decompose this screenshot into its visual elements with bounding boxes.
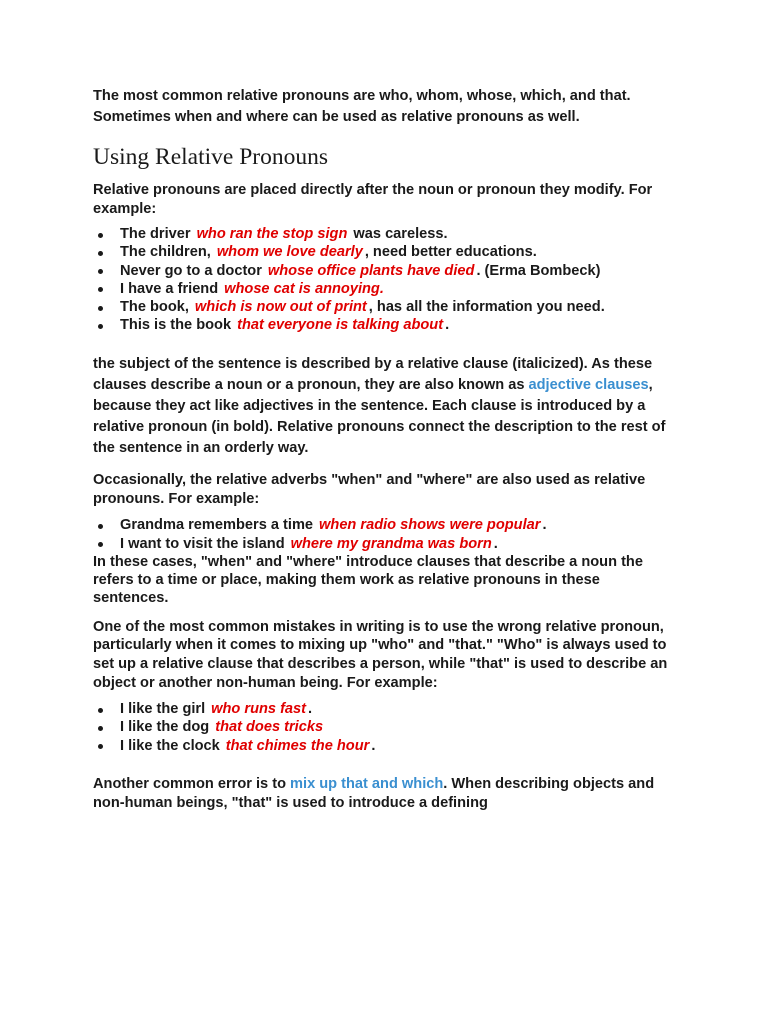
relative-clause: whose cat is annoying.: [224, 280, 384, 297]
error-paragraph: [93, 775, 673, 812]
example-text: . (Erma Bombeck): [476, 262, 601, 279]
paragraph-text: the subject of the sentence is described by a relative clause (italicized). As these clauses describe a noun or a pronoun, they are also known as: [93, 355, 653, 393]
example-text: , has all the information you need.: [368, 299, 605, 316]
example-text: This is the book: [120, 317, 232, 334]
section-heading: Using Relative Pronouns: [93, 144, 328, 170]
document-page: [93, 86, 673, 812]
list-item: [93, 535, 673, 553]
example-text: Grandma remembers a time: [120, 517, 314, 534]
example-text: The driver: [120, 226, 191, 242]
relative-clause: that everyone is talking about: [237, 317, 444, 334]
cases-paragraph: In these cases, "when" and "where" introduce clauses that describe a noun the refers to a time or place, making them work as relative pronouns in these sentences.: [93, 553, 643, 607]
example-text: I have a friend: [120, 280, 219, 297]
relative-clause: which is now out of print: [194, 299, 367, 316]
paragraph-text: Another common error is to: [93, 776, 291, 792]
subject-paragraph: [93, 354, 673, 459]
example-text: I like the girl: [120, 701, 206, 718]
intro-paragraph: The most common relative pronouns are who, whom, whose, which, and that. Sometimes when and where can be used as relative pronouns as well.: [93, 88, 631, 125]
list-item: [93, 225, 673, 243]
relative-clause: who runs fast: [211, 701, 307, 718]
that-which-link[interactable]: mix up that and which: [290, 776, 444, 792]
occasionally-paragraph: Occasionally, the relative adverbs "when" and "where" are also used as relative pronouns. For example:: [93, 472, 646, 507]
example-text: was careless.: [349, 226, 448, 242]
list-item: [93, 737, 673, 755]
examples-list-1: [93, 225, 673, 335]
example-text: .: [493, 535, 498, 552]
relative-clause: whom we love dearly: [216, 244, 363, 261]
relative-clause: who ran the stop sign: [196, 226, 348, 242]
adjective-clauses-link[interactable]: adjective clauses: [528, 376, 649, 393]
example-text: .: [308, 701, 313, 718]
relative-clause: that chimes the hour: [225, 737, 370, 754]
paragraph-text: . When describing objects and non-human beings, "that" is used to introduce a defining: [93, 776, 655, 811]
list-item: [93, 516, 673, 534]
examples-list-3: [93, 700, 673, 755]
list-item: [93, 243, 673, 261]
example-text: I like the dog: [120, 719, 210, 736]
example-text: .: [371, 737, 376, 754]
example-text: , need better educations.: [364, 244, 537, 261]
example-text: .: [542, 517, 547, 534]
list-item: [93, 316, 673, 334]
relative-clause: that does tricks: [215, 719, 324, 736]
list-item: [93, 718, 673, 736]
paragraph-text: , because they act like adjectives in the sentence. Each clause is introduced by a relative pronoun (in bold). Relative pronouns connect the description to the rest of the sentence in an orderly way.: [93, 376, 666, 457]
relative-clause: whose office plants have died: [267, 262, 475, 279]
list-item: [93, 262, 673, 280]
list-item: [93, 298, 673, 316]
examples-list-2: [93, 516, 673, 553]
example-text: I like the clock: [120, 737, 220, 754]
section-intro: Relative pronouns are placed directly after the noun or pronoun they modify. For example:: [93, 182, 653, 217]
mistakes-paragraph: One of the most common mistakes in writing is to use the wrong relative pronoun, particularly when it comes to mixing up "who" and "that." "Who" is always used to set up a relative clause that describes a person, while "that" is used to describe an object or another non-human being. For example:: [93, 618, 668, 691]
example-text: I want to visit the island: [120, 535, 285, 552]
example-text: The book,: [120, 299, 189, 316]
example-text: Never go to a doctor: [120, 262, 262, 279]
example-text: .: [445, 317, 450, 334]
relative-clause: when radio shows were popular: [319, 517, 541, 534]
list-item: [93, 700, 673, 718]
relative-clause: where my grandma was born: [290, 535, 492, 552]
example-text: The children,: [120, 244, 211, 261]
list-item: [93, 280, 673, 298]
